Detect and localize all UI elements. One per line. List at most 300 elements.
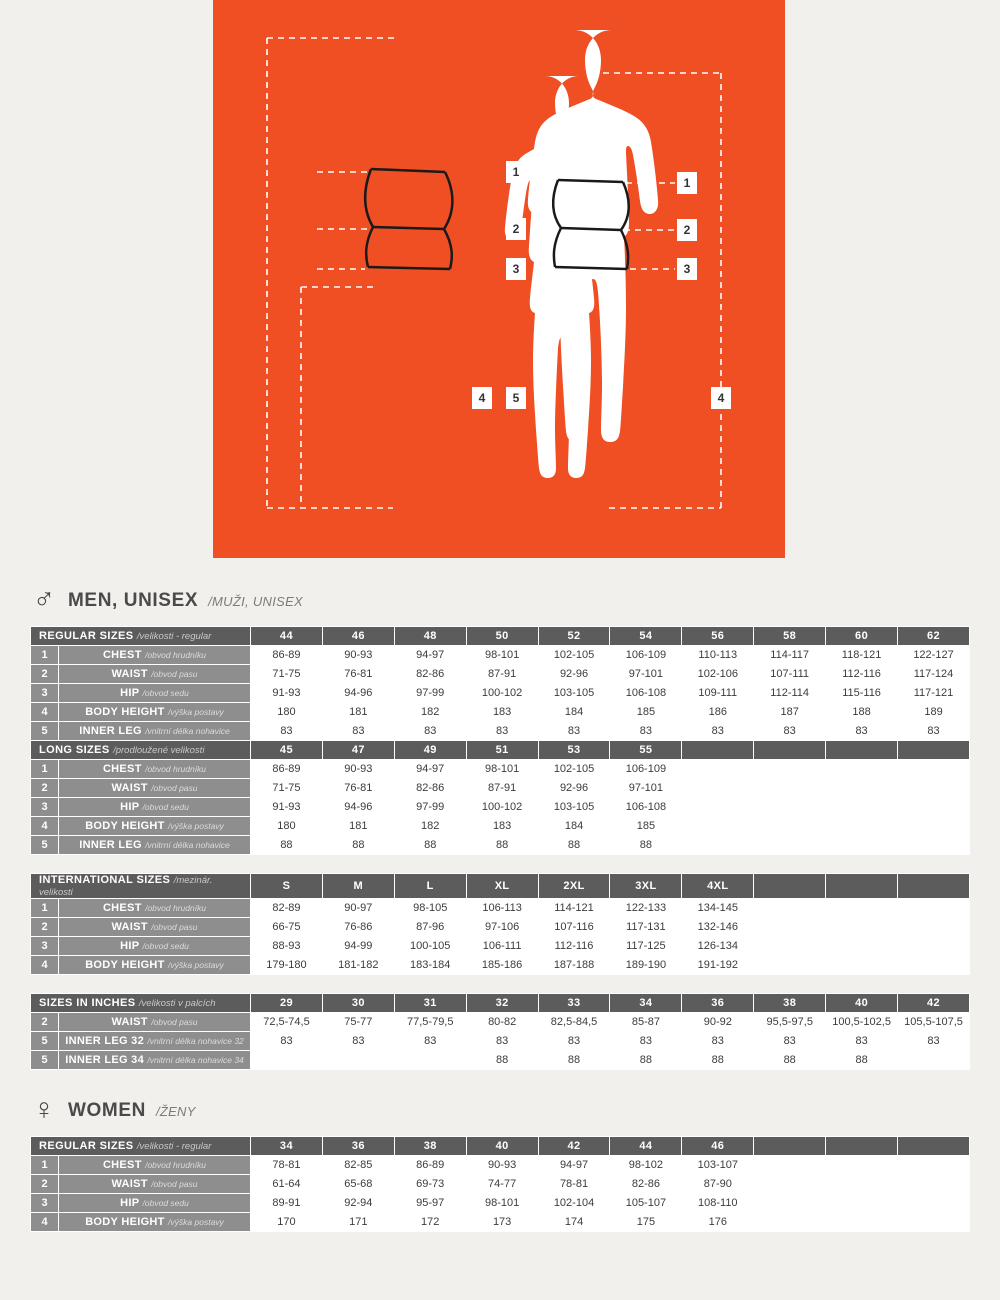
size-header-cell: 40 [466, 1137, 538, 1156]
row-label-cz: /obvod hrudníku [145, 764, 207, 774]
row-label-cz: /výška postavy [168, 960, 224, 970]
size-header-cell: 34 [251, 1137, 323, 1156]
measurement-cell: 65-68 [322, 1175, 394, 1194]
row-label-cz: /vnitrní délka nohavice [145, 726, 230, 736]
row-label-cz: /obvod hrudníku [145, 1160, 207, 1170]
measurement-cell: 122-133 [610, 899, 682, 918]
measurement-cell: 181 [322, 703, 394, 722]
measurement-cell: 179-180 [251, 956, 323, 975]
row-label: WAIST /obvod pasu [59, 1175, 251, 1194]
table-row [31, 646, 970, 665]
measurement-cell [754, 1213, 826, 1232]
measurement-cell: 86-89 [251, 646, 323, 665]
table-header-row [31, 627, 970, 646]
row-index: 1 [31, 646, 59, 665]
size-header-cell: 46 [322, 627, 394, 646]
measurement-cell: 97-99 [394, 798, 466, 817]
table-spacer [0, 855, 1000, 873]
measurement-cell: 88 [826, 1051, 898, 1070]
table-row [31, 1175, 970, 1194]
measurement-cell: 94-97 [394, 760, 466, 779]
measurement-cell [754, 918, 826, 937]
measurement-cell: 83 [826, 722, 898, 741]
table-row [31, 836, 970, 855]
table-row [31, 899, 970, 918]
measurement-cell: 180 [251, 817, 323, 836]
row-label: WAIST /obvod pasu [59, 665, 251, 684]
measurement-cell: 187-188 [538, 956, 610, 975]
row-label: BODY HEIGHT /výška postavy [59, 817, 251, 836]
measurement-cell: 172 [394, 1213, 466, 1232]
measurement-cell: 83 [826, 1032, 898, 1051]
row-index: 1 [31, 899, 59, 918]
measurement-cell: 122-127 [898, 646, 970, 665]
size-header-cell: 38 [754, 994, 826, 1013]
measurement-cell: 108-110 [682, 1194, 754, 1213]
row-index: 5 [31, 836, 59, 855]
measurement-cell: 173 [466, 1213, 538, 1232]
size-header-cell [754, 741, 826, 760]
row-label-cz: /obvod pasu [151, 922, 198, 932]
measurement-cell: 189-190 [610, 956, 682, 975]
size-header-cell [682, 741, 754, 760]
size-header-cell: 58 [754, 627, 826, 646]
measurement-cell [322, 1051, 394, 1070]
row-label: HIP /obvod sedu [59, 937, 251, 956]
row-label-cz: /obvod pasu [151, 1017, 198, 1027]
table-header-label: SIZES IN INCHES /velikosti v palcích [31, 994, 251, 1013]
measurement-cell: 83 [251, 1032, 323, 1051]
row-index: 3 [31, 798, 59, 817]
table-header-label-cz: /mezinár. velikosti [39, 875, 213, 898]
measurement-cell [251, 1051, 323, 1070]
size-header-cell: 44 [610, 1137, 682, 1156]
measurement-cell: 85-87 [610, 1013, 682, 1032]
table-header-row [31, 1137, 970, 1156]
measurement-cell: 117-121 [898, 684, 970, 703]
table-row [31, 1051, 970, 1070]
size-header-cell: 34 [610, 994, 682, 1013]
row-label: INNER LEG 32 /vnitrní délka nohavice 32 [59, 1032, 251, 1051]
measurement-cell [826, 798, 898, 817]
measurement-cell [754, 1175, 826, 1194]
size-header-cell: 48 [394, 627, 466, 646]
measurement-cell: 82-89 [251, 899, 323, 918]
measurement-cell [682, 798, 754, 817]
measurement-cell: 106-113 [466, 899, 538, 918]
measurement-cell: 100-102 [466, 798, 538, 817]
size-header-cell: 38 [394, 1137, 466, 1156]
measurement-cell: 83 [322, 1032, 394, 1051]
measurement-cell: 83 [538, 722, 610, 741]
size-header-cell: 51 [466, 741, 538, 760]
measurement-cell: 106-108 [610, 684, 682, 703]
measurement-cell: 184 [538, 703, 610, 722]
body-measurement-illustration [213, 0, 785, 558]
measurement-cell: 181 [322, 817, 394, 836]
measurement-cell: 83 [754, 1032, 826, 1051]
measurement-cell: 102-106 [682, 665, 754, 684]
row-label: WAIST /obvod pasu [59, 1013, 251, 1032]
measurement-cell: 90-93 [322, 760, 394, 779]
size-header-cell: 31 [394, 994, 466, 1013]
male-measure-lines [365, 169, 452, 269]
measurement-cell: 103-107 [682, 1156, 754, 1175]
measurement-cell: 88 [466, 836, 538, 855]
measurement-cell [898, 1194, 970, 1213]
table-row [31, 1032, 970, 1051]
table-header-row [31, 741, 970, 760]
measurement-cell: 61-64 [251, 1175, 323, 1194]
measurement-cell: 115-116 [826, 684, 898, 703]
measurement-cell: 83 [898, 1032, 970, 1051]
marker-3-female: 3 [677, 258, 697, 280]
size-header-cell: 55 [610, 741, 682, 760]
measurement-cell [826, 918, 898, 937]
size-header-cell: 54 [610, 627, 682, 646]
measurement-cell: 88-93 [251, 937, 323, 956]
row-index: 2 [31, 1013, 59, 1032]
size-header-cell: 33 [538, 994, 610, 1013]
marker-1-female: 1 [677, 172, 697, 194]
measurement-cell: 98-101 [466, 646, 538, 665]
measurement-cell: 183-184 [394, 956, 466, 975]
measurement-cell [826, 760, 898, 779]
measurement-cell: 114-121 [538, 899, 610, 918]
measurement-cell: 92-96 [538, 779, 610, 798]
measurement-cell: 103-105 [538, 684, 610, 703]
measurement-cell: 71-75 [251, 779, 323, 798]
male-symbol-icon: ♂ [32, 583, 56, 616]
row-label-cz: /obvod sedu [142, 1198, 189, 1208]
measurement-cell [898, 918, 970, 937]
measurement-cell: 71-75 [251, 665, 323, 684]
table-row [31, 918, 970, 937]
row-label: WAIST /obvod pasu [59, 779, 251, 798]
size-header-cell: 52 [538, 627, 610, 646]
row-label: HIP /obvod sedu [59, 1194, 251, 1213]
size-header-cell [826, 1137, 898, 1156]
row-label: BODY HEIGHT /výška postavy [59, 1213, 251, 1232]
section-title-subtext: /MUŽI, UNISEX [208, 594, 304, 609]
measurement-cell: 106-109 [610, 646, 682, 665]
row-label-cz: /vnitrní délka nohavice [145, 840, 230, 850]
measurement-cell: 180 [251, 703, 323, 722]
measurement-cell [898, 1051, 970, 1070]
measurement-cell: 82,5-84,5 [538, 1013, 610, 1032]
measurement-cell: 112-116 [538, 937, 610, 956]
table-row [31, 779, 970, 798]
measurement-cell: 188 [826, 703, 898, 722]
row-index: 3 [31, 937, 59, 956]
row-label-cz: /obvod pasu [151, 783, 198, 793]
measurement-cell: 118-121 [826, 646, 898, 665]
measurement-cell: 109-111 [682, 684, 754, 703]
measurement-cell: 185 [610, 703, 682, 722]
measurement-cell: 88 [682, 1051, 754, 1070]
row-index: 2 [31, 779, 59, 798]
measurement-cell: 83 [394, 1032, 466, 1051]
measurement-cell [682, 817, 754, 836]
section-title-text: WOMEN [68, 1100, 146, 1121]
measurement-cell: 88 [610, 1051, 682, 1070]
measurement-cell [754, 779, 826, 798]
measurement-cell: 94-99 [322, 937, 394, 956]
row-label-cz: /výška postavy [168, 1217, 224, 1227]
marker-1-male: 1 [506, 161, 526, 183]
measurement-cell: 72,5-74,5 [251, 1013, 323, 1032]
measurement-cell: 184 [538, 817, 610, 836]
measurement-cell [682, 836, 754, 855]
measurement-cell: 95,5-97,5 [754, 1013, 826, 1032]
measurement-cell: 117-131 [610, 918, 682, 937]
size-header-cell: 45 [251, 741, 323, 760]
measurement-cell: 102-104 [538, 1194, 610, 1213]
size-header-cell: 50 [466, 627, 538, 646]
measurement-cell: 98-101 [466, 1194, 538, 1213]
size-table-women-regular [30, 1136, 970, 1232]
measurement-cell: 69-73 [394, 1175, 466, 1194]
size-header-cell: M [322, 874, 394, 899]
measurement-cell: 94-96 [322, 798, 394, 817]
measurement-cell [754, 899, 826, 918]
measurement-cell [394, 1051, 466, 1070]
measurement-cell: 98-102 [610, 1156, 682, 1175]
measurement-cell: 102-105 [538, 646, 610, 665]
size-header-cell [898, 741, 970, 760]
row-label: HIP /obvod sedu [59, 684, 251, 703]
measurement-cell: 98-101 [466, 760, 538, 779]
table-header-label-cz: /velikosti - regular [136, 1141, 212, 1152]
measurement-cell: 86-89 [394, 1156, 466, 1175]
row-label: CHEST /obvod hrudníku [59, 899, 251, 918]
table-header-row [31, 994, 970, 1013]
measurement-cell: 83 [610, 722, 682, 741]
measurement-cell: 87-96 [394, 918, 466, 937]
size-header-cell: 42 [898, 994, 970, 1013]
measurement-cell: 89-91 [251, 1194, 323, 1213]
table-row [31, 760, 970, 779]
measurement-cell: 97-99 [394, 684, 466, 703]
measurement-cell: 80-82 [466, 1013, 538, 1032]
measurement-cell [898, 760, 970, 779]
measurement-cell: 83 [322, 722, 394, 741]
size-header-cell: 44 [251, 627, 323, 646]
size-header-cell: L [394, 874, 466, 899]
measurement-cell [754, 956, 826, 975]
measurement-cell: 88 [538, 1051, 610, 1070]
measurement-cell: 100,5-102,5 [826, 1013, 898, 1032]
row-index: 4 [31, 1213, 59, 1232]
measurement-cell: 112-114 [754, 684, 826, 703]
measurement-cell: 82-86 [394, 779, 466, 798]
measurement-cell: 90-93 [322, 646, 394, 665]
row-label: INNER LEG 34 /vnitrní délka nohavice 34 [59, 1051, 251, 1070]
measurement-cell [754, 836, 826, 855]
measurement-cell: 176 [682, 1213, 754, 1232]
table-header-label-cz: /velikosti v palcích [138, 998, 216, 1009]
row-index: 5 [31, 722, 59, 741]
table-row [31, 665, 970, 684]
measurement-cell: 87-91 [466, 779, 538, 798]
measurement-cell: 83 [898, 722, 970, 741]
row-index: 2 [31, 918, 59, 937]
measurement-cell: 182 [394, 817, 466, 836]
size-header-cell: 30 [322, 994, 394, 1013]
measurement-cell: 97-101 [610, 665, 682, 684]
measurement-cell: 105,5-107,5 [898, 1013, 970, 1032]
row-index: 5 [31, 1051, 59, 1070]
measurement-cell: 83 [754, 722, 826, 741]
measurement-cell: 88 [394, 836, 466, 855]
measurement-cell [898, 1156, 970, 1175]
size-header-cell: 62 [898, 627, 970, 646]
measurement-cell [682, 779, 754, 798]
measurement-cell [898, 817, 970, 836]
measurement-cell: 76-81 [322, 779, 394, 798]
measurement-cell [754, 1194, 826, 1213]
row-index: 1 [31, 760, 59, 779]
size-table-men-international [30, 873, 970, 975]
measurement-cell: 134-145 [682, 899, 754, 918]
measurement-cell: 94-97 [394, 646, 466, 665]
measurement-cell [826, 1194, 898, 1213]
measurement-cell: 83 [251, 722, 323, 741]
measurement-cell: 92-94 [322, 1194, 394, 1213]
section-title-text: MEN, UNISEX [68, 590, 199, 611]
measurement-cell [826, 937, 898, 956]
marker-3-male: 3 [506, 258, 526, 280]
measurement-cell: 76-81 [322, 665, 394, 684]
row-label: CHEST /obvod hrudníku [59, 760, 251, 779]
measurement-cell: 106-108 [610, 798, 682, 817]
measurement-cell [898, 1175, 970, 1194]
measurement-cell [826, 1156, 898, 1175]
measurement-cell: 94-97 [538, 1156, 610, 1175]
measurement-cell: 82-86 [394, 665, 466, 684]
measurement-cell [826, 1213, 898, 1232]
measurement-cell: 97-106 [466, 918, 538, 937]
size-header-cell [826, 741, 898, 760]
measurement-cell: 95-97 [394, 1194, 466, 1213]
measurement-cell: 106-109 [610, 760, 682, 779]
size-header-cell: 40 [826, 994, 898, 1013]
row-index: 1 [31, 1156, 59, 1175]
size-header-cell: S [251, 874, 323, 899]
measurement-cell: 98-105 [394, 899, 466, 918]
measurement-cell: 186 [682, 703, 754, 722]
table-header-label-cz: /prodloužené velikosti [113, 745, 205, 756]
row-label-cz: /vnitrní délka nohavice 34 [147, 1055, 244, 1065]
measurement-cell: 83 [538, 1032, 610, 1051]
size-header-cell [898, 1137, 970, 1156]
measurement-cell: 88 [466, 1051, 538, 1070]
section-title-subtext: /ŽENY [155, 1104, 196, 1119]
measurement-cell: 189 [898, 703, 970, 722]
row-label-cz: /obvod hrudníku [145, 650, 207, 660]
row-label: BODY HEIGHT /výška postavy [59, 703, 251, 722]
measurement-cell: 103-105 [538, 798, 610, 817]
measurement-cell: 66-75 [251, 918, 323, 937]
measurement-cell: 92-96 [538, 665, 610, 684]
row-label-cz: /výška postavy [168, 821, 224, 831]
table-row [31, 937, 970, 956]
table-row [31, 817, 970, 836]
measurement-cell: 88 [610, 836, 682, 855]
measurement-cell: 83 [394, 722, 466, 741]
marker-5-male: 5 [506, 387, 526, 409]
table-row [31, 722, 970, 741]
size-header-cell: 47 [322, 741, 394, 760]
measurement-cell: 191-192 [682, 956, 754, 975]
row-label: CHEST /obvod hrudníku [59, 1156, 251, 1175]
measurement-cell [898, 899, 970, 918]
measurement-cell [826, 836, 898, 855]
marker-2-female: 2 [677, 219, 697, 241]
row-index: 5 [31, 1032, 59, 1051]
measurement-cell [754, 760, 826, 779]
measurement-cell: 82-86 [610, 1175, 682, 1194]
measurement-cell: 110-113 [682, 646, 754, 665]
row-label-cz: /obvod sedu [142, 688, 189, 698]
marker-4-female: 4 [711, 387, 731, 409]
size-header-cell: 4XL [682, 874, 754, 899]
row-label-cz: /obvod pasu [151, 669, 198, 679]
measurement-cell: 117-125 [610, 937, 682, 956]
measurement-cell: 87-91 [466, 665, 538, 684]
dashed-guides [267, 38, 721, 508]
size-header-cell: XL [466, 874, 538, 899]
measurement-cell: 83 [610, 1032, 682, 1051]
section-title-women [0, 1092, 1000, 1126]
row-index: 3 [31, 684, 59, 703]
measurement-cell: 83 [682, 1032, 754, 1051]
size-header-cell: 36 [322, 1137, 394, 1156]
table-row [31, 1194, 970, 1213]
measurement-cell: 74-77 [466, 1175, 538, 1194]
measurement-cell [754, 817, 826, 836]
table-row [31, 956, 970, 975]
row-label: INNER LEG /vnitrní délka nohavice [59, 836, 251, 855]
table-row [31, 798, 970, 817]
measurement-cell: 170 [251, 1213, 323, 1232]
measurement-cell: 182 [394, 703, 466, 722]
figures-svg [213, 0, 785, 558]
measurement-cell: 171 [322, 1213, 394, 1232]
measurement-cell: 183 [466, 817, 538, 836]
table-row [31, 1156, 970, 1175]
measurement-cell: 91-93 [251, 684, 323, 703]
size-header-cell: 3XL [610, 874, 682, 899]
measurement-cell [826, 1175, 898, 1194]
measurement-cell: 88 [538, 836, 610, 855]
female-symbol-icon: ♀ [32, 1093, 56, 1126]
size-header-cell: 2XL [538, 874, 610, 899]
measurement-cell [826, 956, 898, 975]
measurement-cell: 87-90 [682, 1175, 754, 1194]
size-header-cell: 56 [682, 627, 754, 646]
measurement-cell: 105-107 [610, 1194, 682, 1213]
size-header-cell [754, 1137, 826, 1156]
measurement-cell [898, 798, 970, 817]
table-header-label: REGULAR SIZES /velikosti - regular [31, 1137, 251, 1156]
measurement-cell: 107-111 [754, 665, 826, 684]
marker-4-male: 4 [472, 387, 492, 409]
row-label-cz: /obvod pasu [151, 1179, 198, 1189]
size-header-cell: 49 [394, 741, 466, 760]
row-label: INNER LEG /vnitrní délka nohavice [59, 722, 251, 741]
measurement-cell [898, 1213, 970, 1232]
